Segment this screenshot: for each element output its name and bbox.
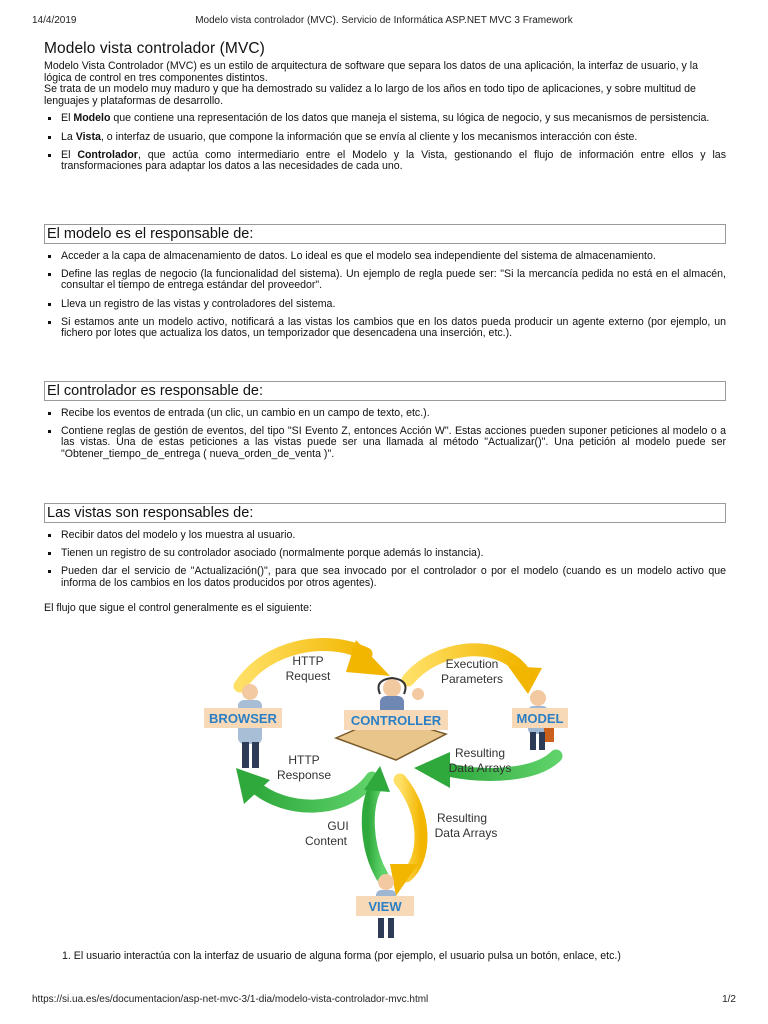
http-response-label-2: Response (276, 768, 332, 782)
bullet-text: El (61, 148, 78, 161)
views-section (44, 503, 726, 596)
list-item (44, 548, 726, 559)
bullet-text: La (61, 130, 76, 143)
bullet-text: El (61, 112, 74, 125)
mvc-flow-diagram (196, 628, 574, 940)
bullet-icon (48, 303, 51, 306)
resulting-data-arrays-label-4: Data Arrays (434, 826, 498, 840)
item-text: Si estamos ante un modelo activo, notificará a las vistas los cambios que en los datos pueda producir un agente externo (por ejemplo, un fichero por lotes que actualiza los datos, un temporizador que desencadena una inserción, etc.). (61, 315, 726, 340)
views-list (44, 530, 726, 589)
flow-intro: El flujo que sigue el control generalmente es el siguiente: (44, 602, 312, 614)
http-response-label-1: HTTP (288, 753, 320, 767)
gui-content-label-1: GUI (327, 819, 349, 833)
view-label: VIEW (368, 899, 402, 914)
bullet-text: , o interfaz de usuario, que compone la información que se envía al cliente y los mecanismos interacción con éste. (100, 130, 638, 143)
execution-parameters-arrowhead (508, 666, 542, 694)
source-url[interactable]: https://si.ua.es/es/documentacion/asp-net-mvc-3/1-dia/modelo-vista-controlador-mvc.html (32, 994, 429, 1005)
execution-parameters-label-1: Execution (445, 657, 499, 671)
page-footer (32, 994, 736, 1005)
list-item (44, 299, 726, 310)
section-heading: Las vistas son responsables de: (44, 503, 726, 523)
bullet-icon (48, 430, 51, 433)
list-item (44, 566, 726, 588)
item-text: Recibe los eventos de entrada (un clic, un cambio en un campo de texto, etc.). (61, 407, 430, 419)
model-list (44, 251, 726, 339)
flow-step-1: 1. El usuario interactúa con la interfaz de usuario de alguna forma (por ejemplo, el usuario pulsa un botón, enlace, etc.) (62, 950, 621, 962)
bullet-icon (48, 117, 51, 120)
print-title: Modelo vista controlador (MVC). Servicio de Informática ASP.NET MVC 3 Framework (195, 15, 573, 26)
bullet-text: , que actúa como intermediario entre el Modelo y la Vista, gestionando el flujo de información entre ellos y las transformaciones para adaptar los datos a las necesidades de cada uno. (61, 148, 726, 172)
resulting-data-arrays-label-3: Resulting (436, 811, 488, 825)
http-response-arrow (254, 778, 372, 806)
item-text: Tienen un registro de su controlador asociado (normalmente porque además lo instancia). (61, 547, 484, 560)
bullet-text: que contiene una representación de los datos que maneja el sistema, su lógica de negocio, y sus mecanismos de persistencia. (110, 112, 710, 125)
page-header (32, 15, 736, 29)
bullet-icon (48, 552, 51, 555)
list-item (44, 317, 726, 339)
page-title: Modelo vista controlador (MVC) (44, 40, 265, 57)
controller-to-view-arrow (400, 780, 421, 876)
model-to-controller-arrowhead (414, 752, 450, 788)
bullet-term: Modelo (73, 112, 111, 125)
intro-paragraph-2: Se trata de un modelo muy maduro y que ha demostrado su validez a lo largo de los años en todo tipo de aplicaciones, y sobre multitud de lenguajes y plataformas de desarrollo. (44, 83, 696, 107)
execution-parameters-label-2: Parameters (440, 672, 504, 686)
resulting-data-arrays-label-2: Data Arrays (448, 761, 512, 775)
list-item (44, 150, 726, 172)
bullet-icon (48, 321, 51, 324)
item-text: Define las reglas de negocio (la funcionalidad del sistema). Un ejemplo de regla puede ser: "Si la mercancía pedida no está en el almacén, consultar el tiempo de entrega estándar del proveedor". (61, 268, 726, 292)
list-item (44, 269, 726, 291)
list-item (44, 251, 726, 262)
print-date: 14/4/2019 (32, 15, 77, 26)
bullet-icon (48, 412, 51, 415)
gui-content-arrow (368, 786, 382, 876)
item-text: Recibir datos del modelo y los muestra al usuario. (61, 529, 296, 541)
bullet-term: Controlador (77, 148, 138, 161)
bullet-icon (48, 136, 51, 139)
controller-section (44, 381, 726, 467)
model-section (44, 224, 726, 346)
bullet-term: Vista (75, 130, 101, 143)
controller-label: CONTROLLER (350, 713, 442, 728)
model-label: MODEL (516, 711, 564, 726)
section-heading: El controlador es responsable de: (44, 381, 726, 401)
resulting-data-arrays-label-1: Resulting (454, 746, 506, 760)
section-heading: El modelo es el responsable de: (44, 224, 726, 244)
http-request-label-2: Request (285, 669, 331, 683)
gui-content-label-2: Content (304, 834, 348, 848)
list-item (44, 426, 726, 460)
bullet-icon (48, 255, 51, 258)
item-text: Contiene reglas de gestión de eventos, del tipo "SI Evento Z, entonces Acción W". Estas acciones pueden suponer peticiones al modelo o a las vistas. Una de estas peticiones a las vistas puede ser una llamada al método "Actualizar()". Una petición al modelo puede ser "Obtener_tiempo_de_entrega ( nueva_orden_de_venta )". (61, 425, 726, 460)
intro-section (44, 40, 726, 179)
controller-list (44, 408, 726, 460)
list-item (44, 113, 726, 124)
list-item (44, 408, 726, 419)
list-item (44, 530, 726, 541)
list-item (44, 132, 726, 143)
item-text: Lleva un registro de las vistas y controladores del sistema. (61, 297, 336, 310)
browser-label: BROWSER (209, 711, 277, 726)
item-text: Acceder a la capa de almacenamiento de datos. Lo ideal es que el modelo sea independiente del sistema de almacenamiento. (61, 250, 656, 262)
bullet-icon (48, 570, 51, 573)
bullet-icon (48, 273, 51, 276)
http-request-label-1: HTTP (292, 654, 324, 668)
intro-paragraph-1: Modelo Vista Controlador (MVC) es un estilo de arquitectura de software que separa los datos de una aplicación, la interfaz de usuario, y la lógica de control en tres componentes distintos. (44, 60, 699, 84)
bullet-icon (48, 154, 51, 157)
mvc-components-list (44, 113, 726, 172)
page-number: 1/2 (722, 994, 736, 1005)
item-text: Pueden dar el servicio de "Actualización()", para que sea invocado por el controlador o por el modelo (cuando es un modelo activo que informa de los cambios en los datos producidos por otros agentes). (61, 565, 726, 589)
bullet-icon (48, 534, 51, 537)
